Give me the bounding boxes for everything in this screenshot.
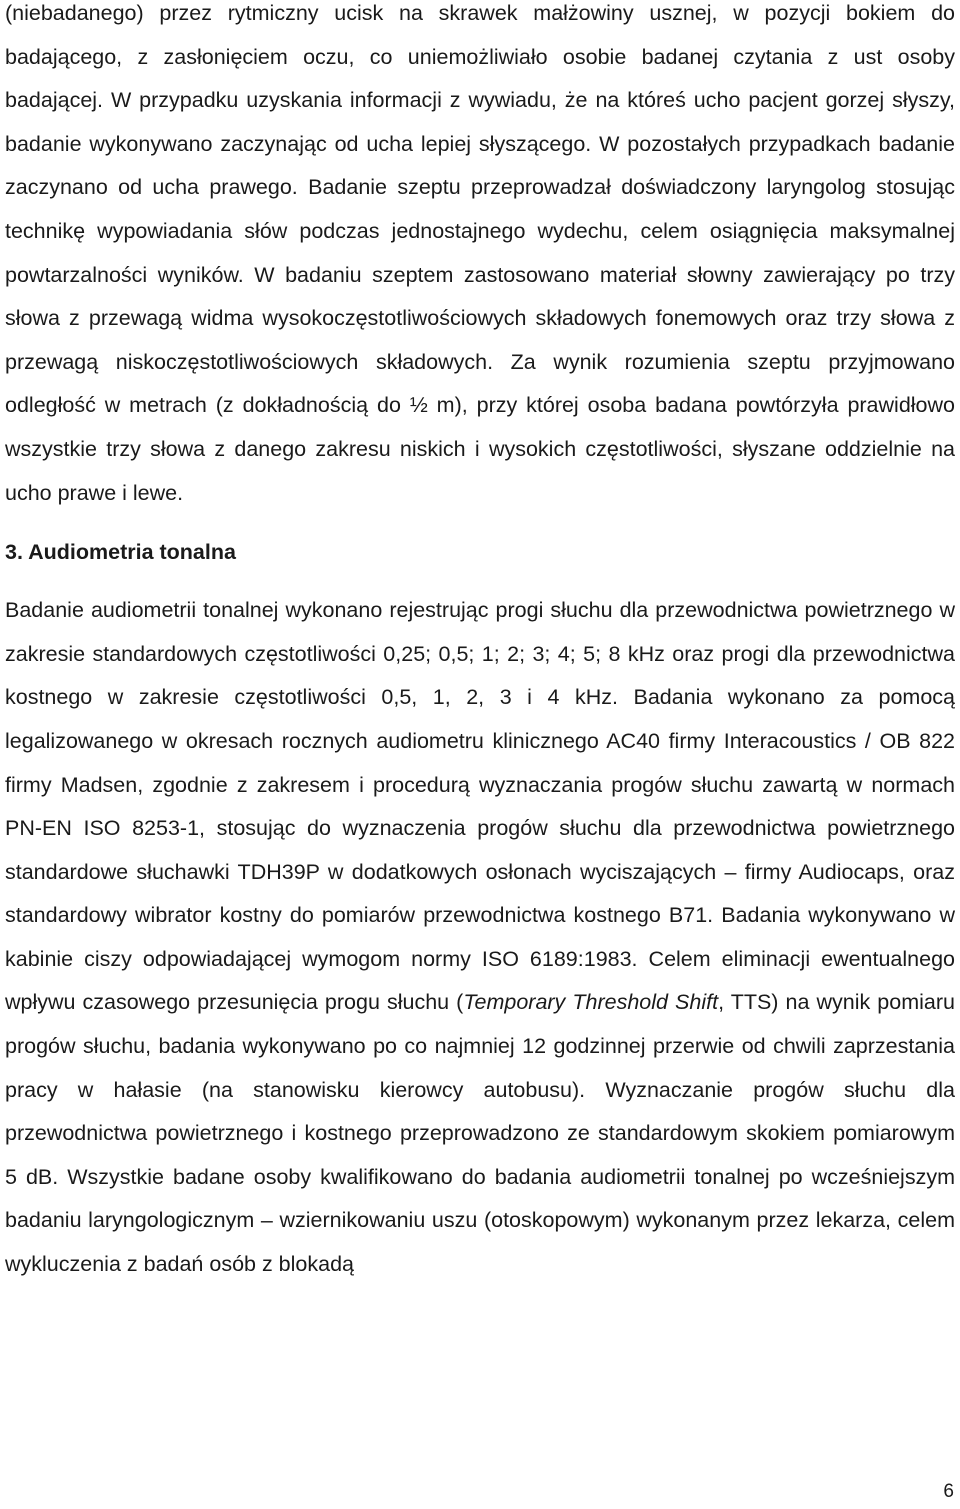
page-number: 6 (943, 1481, 954, 1502)
paragraph-italic-term: Temporary Threshold Shift (463, 990, 719, 1015)
body-paragraph-whisper-test: (niebadanego) przez rytmiczny ucisk na skrawek małżowiny usznej, w pozycji bokiem do badającego, z zasłonięciem oczu, co uniemożliwiało osobie badanej czytania z ust osoby badającej. W przypadku uzyskania informacji z wywiadu, że na któreś ucho pacjent gorzej słyszy, badanie wykonywano zaczynając od ucha lepiej słyszącego. W pozostałych przypadkach badanie zaczynano od ucha prawego. Badanie szeptu przeprowadzał doświadczony laryngolog stosując technikę wypowiadania słów podczas jednostajnego wydechu, celem osiągnięcia maksymalnej powtarzalności wyników. W badaniu szeptem zastosowano materiał słowny zawierający po trzy słowa z przewagą widma wysokoczęstotliwościowych składowych fonemowych oraz trzy słowa z przewagą niskoczęstotliwościowych składowych. Za wynik rozumienia szeptu przyjmowano odległość w metrach (z dokładnością do ½ m), przy której osoba badana powtórzyła prawidłowo wszystkie trzy słowa z danego zakresu niskich i wysokich częstotliwości, słyszane oddzielnie na ucho prawe i lewe. (5, 1, 955, 505)
paragraph-text-part2: , TTS) na wynik pomiaru progów słuchu, badania wykonywano po co najmniej 12 godzinnej przerwie od chwili zaprzestania pracy w hałasie (na stanowisku kierowcy autobusu). Wyznaczanie progów słuchu dla przewodnictwa powietrznego i kostnego przeprowadzono ze standardowym skokiem pomiarowym 5 dB. Wszystkie badane osoby kwalifikowano do badania audiometrii tonalnej po wcześniejszym badaniu laryngologicznym – wziernikowaniu uszu (otoskopowym) wykonanym przez lekarza, celem wykluczenia z badań osób z blokadą (5, 990, 955, 1277)
paragraph-text-part1: Badanie audiometrii tonalnej wykonano rejestrując progi słuchu dla przewodnictwa powietrznego w zakresie standardowych częstotliwości 0,25; 0,5; 1; 2; 3; 4; 5; 8 kHz oraz progi dla przewodnictwa kostnego w zakresie częstotliwości 0,5, 1, 2, 3 i 4 kHz. Badania wykonano za pomocą legalizowanego w okresach rocznych audiometru klinicznego AC40 firmy Interacoustics / OB 822 firmy Madsen, zgodnie z zakresem i procedurą wyznaczania progów słuchu zawartą w normach PN-EN ISO 8253-1, stosując do wyznaczenia progów słuchu dla przewodnictwa powietrznego standardowe słuchawki TDH39P w dodatkowych osłonach wyciszających – firmy Audiocaps, oraz standardowy wibrator kostny do pomiarów przewodnictwa kostnego B71. Badania wykonywano w kabinie ciszy odpowiadającej wymogom normy ISO 6189:1983. Celem eliminacji ewentualnego wpływu czasowego przesunięcia progu słuchu ( (5, 598, 955, 1015)
section-heading: 3. Audiometria tonalna (5, 540, 236, 565)
document-page (5, 0, 955, 1287)
body-paragraph-audiometry (5, 589, 955, 1287)
